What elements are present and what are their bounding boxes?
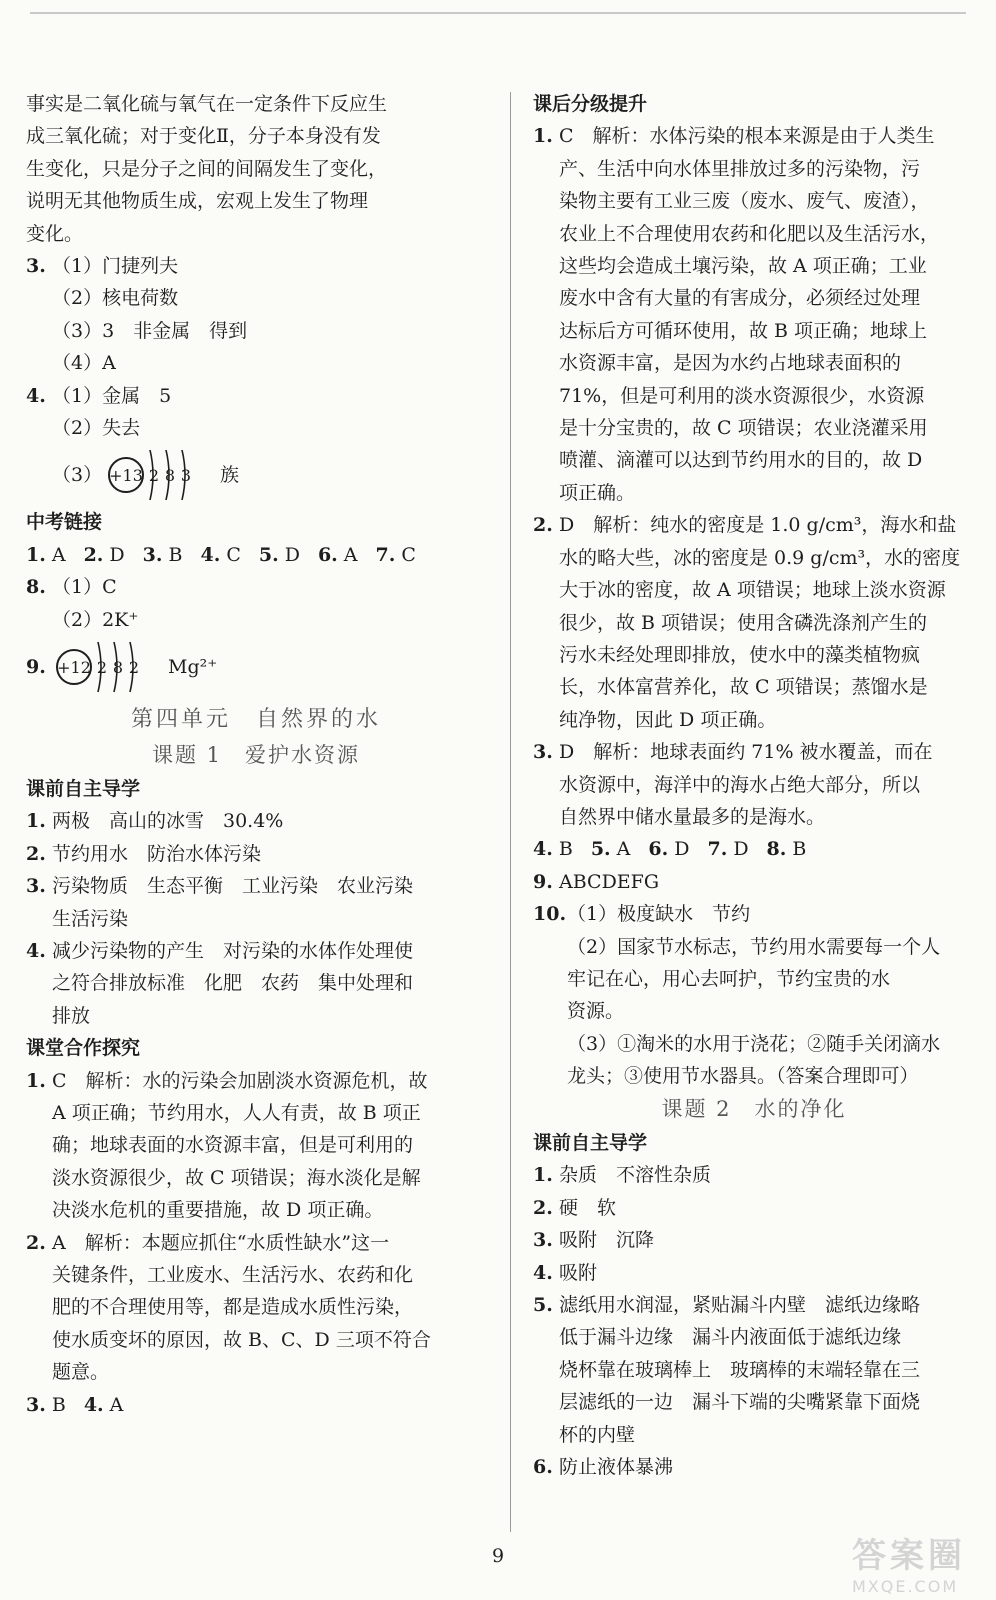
kt-answer-2: 2. A 解析：本题应抓住“水质性缺水”这一 关键条件，工业废水、生活污水、农药和化 肥的不合理使用等，都是造成水质性污染， 使水质变坏的原因，故 B、C、D 三项不符合 题意。 [26, 1231, 431, 1384]
right-column [533, 88, 975, 1483]
answer-item: 6. A [317, 543, 358, 566]
kq-answer-2: 2. 节约用水 防治水体污染 [26, 842, 262, 865]
answer-8: 8. （1）C （2）2K⁺ [26, 576, 139, 631]
kq2-answer-6: 6. 防止液体暴沸 [533, 1456, 674, 1479]
answer-item: 2. D [83, 543, 125, 566]
answer-item: 3. B [26, 1393, 66, 1416]
kt-answers-3-4 [26, 1389, 486, 1421]
nucleus-label: +12 [57, 658, 91, 678]
nucleus-label: +13 [109, 466, 143, 486]
column-divider [510, 92, 511, 1532]
kh-answer-1: 1. C 解析：水体污染的根本来源是由于人类生 产、生活中向水体里排放过多的污染物，污 染物主要有工业三废（废水、废气、废渣）， 农业上不合理使用农药和化肥以及生活污水， 这些均会造成土壤污染，故 A 项正确；工业 废水中含有大量的有害成分，必须经过处理 达标后方可循环使用，故 B 项正确；地球上 水资源丰富，是因为水约占地球表面积的 71%，但是可利用的淡水资源很少，水资源 是十分宝贵的，故 C 项错误；农业浇灌采用 喷灌、滴灌可以达到节约用水的目的，故 D 项正确。 [533, 125, 940, 504]
answer-item: 6. D [648, 838, 690, 861]
section-heading-zkl: 中考链接 [26, 511, 103, 534]
answer-4: 4. （1）金属 5 （2）失去 （3） +13 2 8 3 族 [26, 380, 486, 507]
shell-1-count: 2 [148, 466, 160, 486]
kq-answer-3: 3. 污染物质 生态平衡 工业污染 农业污染 生活污染 [26, 875, 414, 930]
top-rule [30, 12, 966, 14]
answer-item: 3. B [142, 543, 183, 566]
kq2-answer-5: 5. 滤纸用水润湿，紧贴漏斗内壁 滤纸边缘略 低于漏斗边缘 漏斗内液面低于滤纸边缘 烧杯靠在玻璃棒上 玻璃棒的末端轻靠在三 层滤纸的一边 漏斗下端的尖嘴紧靠下面烧 杯的内壁 [533, 1294, 921, 1446]
kq2-answer-2: 2. 硬 软 [533, 1196, 617, 1219]
left-column [26, 88, 486, 1421]
shell-1-count: 2 [96, 658, 108, 678]
answer-item: 7. C [375, 543, 416, 566]
answer-item: 4. A [83, 1393, 124, 1416]
kq-answer-4: 4. 减少污染物的产生 对污染的水体作处理使 之符合排放标准 化肥 农药 集中处理和 排放 [26, 939, 414, 1027]
lesson-1-title: 课题 1 爱护水资源 [151, 742, 361, 767]
answer-item: 1. A [26, 543, 66, 566]
unit-title: 第四单元 自然界的水 [130, 707, 381, 733]
kq-answer-1: 1. 两极 高山的冰雪 30.4% [26, 810, 284, 833]
section-heading-kq2: 课前自主导学 [533, 1132, 648, 1154]
answer-item: 5. D [258, 543, 300, 566]
shell-3-count: 3 [180, 466, 192, 486]
answers-1-7 [26, 539, 486, 571]
answer-item: 5. A [590, 838, 631, 861]
answer-item: 8. B [766, 838, 807, 861]
shell-2-count: 8 [164, 466, 176, 486]
kh-answer-10: 10. （1）极度缺水 节约 （2）国家节水标志，节约用水需要每一个人 牢记在心，用心去呵护，节约宝贵的水 资源。 （3）①淘米的水用于浇花；②随手关闭滴水 龙头；③使用节水器具。（答案合理即可） [533, 903, 941, 1088]
kh-answers-4-8 [533, 833, 975, 865]
watermark-logo: 答案圈 MXQE.COM [852, 1536, 966, 1596]
aluminum-atom-structure: （3） +13 2 8 3 族 [52, 444, 486, 506]
shell-3-count: 2 [128, 658, 140, 678]
atom-diagram-mg [54, 636, 150, 698]
section-heading-kh: 课后分级提升 [533, 93, 648, 115]
page-number: 9 [491, 1545, 505, 1567]
atom-diagram-al [106, 444, 202, 506]
kq2-answer-1: 1. 杂质 不溶性杂质 [533, 1164, 712, 1187]
intro-paragraph: 事实是二氧化硫与氧气在一定条件下反应生 成三氧化硫；对于变化Ⅱ，分子本身没有发 生变化，只是分子之间的间隔发生了变化， 说明无其他物质生成，宏观上发生了物理 变化。 [26, 93, 388, 245]
section-heading-kq: 课前自主导学 [26, 777, 141, 800]
kq2-answer-4: 4. 吸附 [533, 1261, 598, 1284]
lesson-2-title: 课题 2 水的净化 [661, 1096, 847, 1121]
answer-item: 7. D [707, 838, 749, 861]
kh-answer-3: 3. D 解析：地球表面约 71% 被水覆盖，而在 水资源中，海洋中的海水占绝大部分，所以 自然界中储水量最多的是海水。 [533, 741, 933, 828]
answer-3: 3. （1）门捷列夫 （2）核电荷数 （3）3 非金属 得到 （4）A [26, 255, 248, 375]
kq2-answer-3: 3. 吸附 沉降 [533, 1229, 655, 1252]
answer-item: 4. C [200, 543, 241, 566]
kh-answer-2: 2. D 解析：纯水的密度是 1.0 g/cm³，海水和盐 水的略大些，冰的密度是 0.9 g/cm³，水的密度 大于冰的密度，故 A 项错误；地球上淡水资源 很少，故 B 项错误；使用含磷洗涤剂产生的 污水未经处理即排放，使水中的藻类植物疯 长，水体富营养化，故 C 项错误；蒸馏水是 纯净物，因此 D 项正确。 [533, 514, 961, 731]
answer-9-magnesium: 9. +12 2 8 2 Mg²⁺ [26, 636, 486, 698]
answer-item: 4. B [533, 838, 573, 861]
kh-answer-9: 9. ABCDEFG [533, 870, 660, 893]
shell-2-count: 8 [112, 658, 124, 678]
section-heading-kt: 课堂合作探究 [26, 1037, 141, 1060]
kt-answer-1: 1. C 解析：水的污染会加剧淡水资源危机，故 A 项正确；节约用水，人人有责，故 B 项正 确；地球表面的水资源丰富，但是可利用的 淡水资源很少，故 C 项错误；海水淡化是解 决淡水危机的重要措施，故 D 项正确。 [26, 1069, 428, 1222]
